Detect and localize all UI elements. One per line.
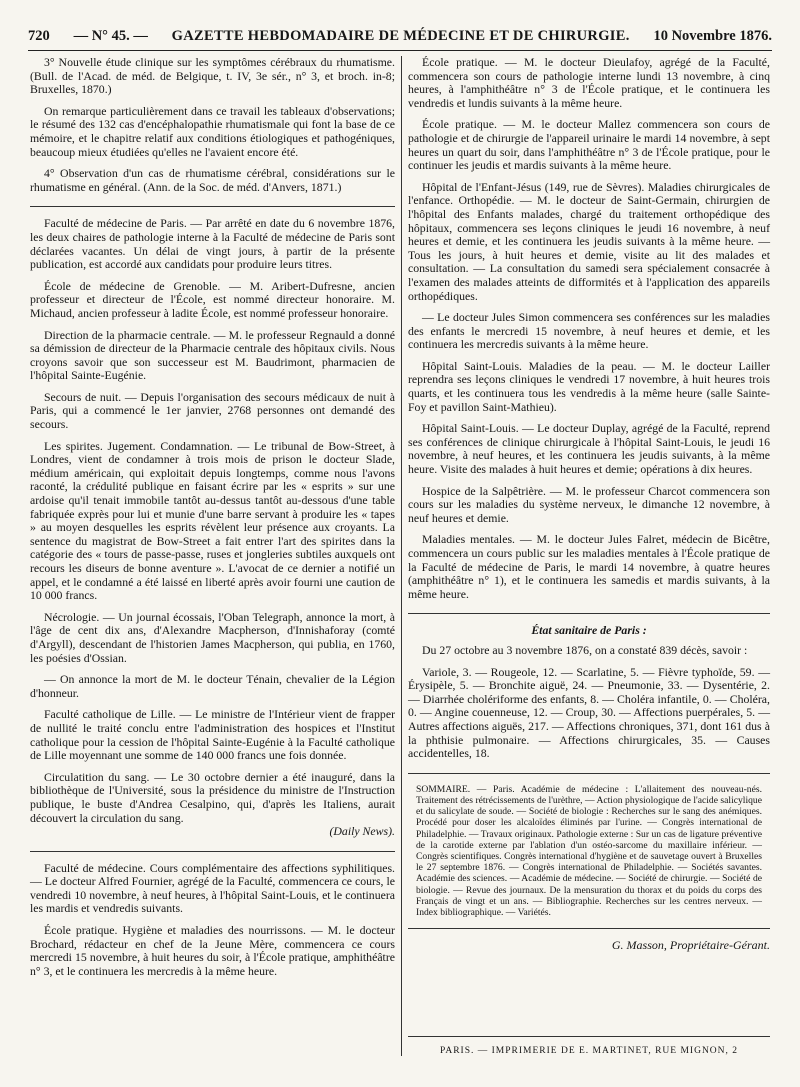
sommaire: SOMMAIRE. — Paris. Académie de médecine : L'allaitement des nouveau-nés. Traitement des rétrécissements de l'urèthre, — Action physiologique de l'acide salicylique et du salicylate de soude. — Société de biologie : Recherches sur le sang des anémiques. Procédé pour doser les alcaloïdes éliminés par l'urine. — Congrès international de Philadelphie. — Travaux originaux. Pathologie externe : Sur un cas de ligature préventive de la carotide externe par l'ablation d'un ostéo-sarcome du maxillaire inférieur. — Congrès scientifiques. Congrès international d'hygiène et de sauvetage ouvert à Bruxelles le 27 septembre 1876. — Congrès international de Philadelphie. — Sociétés savantes. Académie des sciences. — Académie de médecine. — Société de chirurgie. — Société de biologie. — Revue des journaux. De la mensuration du thorax et du poids du corps des Français de vingt et un ans. — Bibliographie. Recherches sur les centres nerveux. — Index bibliographique. — Variétés. (416, 783, 762, 918)
section-rule (408, 773, 770, 774)
issue-number: — N° 45. — (73, 28, 148, 44)
left-column (30, 56, 395, 986)
issue-date: 10 Novembre 1876. (653, 28, 772, 44)
paragraph: — On annonce la mort de M. le docteur Ténain, chevalier de la Légion d'honneur. (30, 672, 395, 700)
page-number: 720 (28, 28, 50, 44)
paragraph: Du 27 octobre au 3 novembre 1876, on a constaté 839 décès, savoir : (422, 642, 748, 657)
paragraph: École pratique. Hygiène et maladies des nourrissons. — M. le docteur Brochard, rédacteur en chef de la Jeune Mère, commencera ce cours mercredi 15 novembre, à huit heures du soir, à l'École pratique, amphithéâtre n° 3, et le continuera les mercredis à la même heure. (30, 923, 395, 978)
header-rule (28, 50, 772, 51)
source-attribution: (Daily News). (329, 824, 395, 839)
paragraph: — Le docteur Jules Simon commencera ses conférences sur les maladies des enfants le mercredi 15 novembre, à neuf heures et demie, et les continuera les mercredis suivants à la même heure. (408, 310, 770, 352)
paragraph: Direction de la pharmacie centrale. — M. le professeur Regnauld a donné sa démission de directeur de la Pharmacie centrale des hôpitaux civils. Nous croyons savoir que son successeur est M. Baudrimont, pharmacien de l'hôpital Sainte-Eugénie. (30, 327, 395, 383)
paragraph: Secours de nuit. — Depuis l'organisation des secours médicaux de nuit à Paris, qui a commencé le 1er janvier, 2768 personnes ont demandé des secours. (30, 389, 395, 432)
signature-rule (408, 928, 770, 929)
paragraph: 4° Observation d'un cas de rhumatisme cérébral, considérations sur le rhumatisme en général. (Ann. de la Soc. de méd. d'Anvers, 1871.) (30, 166, 395, 194)
journal-title: GAZETTE HEBDOMADAIRE DE MÉDECINE ET DE CHIRURGIE. (171, 28, 630, 44)
paragraph: École pratique. — M. le docteur Dieulafoy, agrégé de la Faculté, commencera son cours de pathologie interne lundi 13 novembre, à cinq heures, à l'amphithéâtre n° 3 de l'École pratique, et le continuera les vendredis et lundis suivants à la même heure. (408, 55, 770, 110)
signature: G. Masson, Propriétaire-Gérant. (611, 938, 770, 953)
paragraph: École pratique. — M. le docteur Mallez commencera son cours de pathologie et de chirurgie de l'appareil urinaire le mardi 14 novembre, à sept heures un quart du soir, dans l'amphithéâtre n° 3 de l'École pratique, pour le continuer les jeudis et mardis suivants à la même heure. (408, 117, 770, 173)
section-rule (30, 851, 395, 852)
column-divider (401, 56, 402, 1056)
paragraph: Hospice de la Salpêtrière. — M. le professeur Charcot commencera son cours sur les maladies du système nerveux, le dimanche 12 novembre, à neuf heures et demie. (408, 483, 770, 525)
mortality-list: Variole, 3. — Rougeole, 12. — Scarlatine, 5. — Fièvre typhoïde, 59. — Érysipèle, 5. — Bronchite aiguë, 24. — Pneumonie, 33. — Dysentérie, 2. — Diarrhée cholériforme des enfants, 8. — Choléra infantile, 0. — Choléra, 0. — Angine couenneuse, 12. — Croup, 30. — Affections puerpérales, 5. — Autres affections aiguës, 217. — Affections chroniques, 371, dont 161 dus à la phthisie pulmonaire. — Affections chirurgicales, 35. — Causes accidentelles, 18. (408, 664, 770, 761)
paragraph: Hôpital de l'Enfant-Jésus (149, rue de Sèvres). Maladies chirurgicales de l'enfance. Orthopédie. — M. le docteur de Saint-Germain, chirurgien de l'hôpital des Enfants malades, chargé du traitement orthopédique des hôpitaux, commencera ses leçons cliniques le jeudi 16 novembre, à neuf heures et demie, et les continuera les jeudis suivants à la même heure. — Tous les jours, à huit heures et demie, visite au lit des malades et consultation. — La consultation du samedi sera spécialement consacrée à l'examen des malades atteints de difformités et à l'application des appareils orthopédiques. (408, 179, 770, 303)
paragraph: Maladies mentales. — M. le docteur Jules Falret, médecin de Bicêtre, commencera un cours public sur les maladies mentales à l'École pratique de la Faculté de médecine de Paris, le mardi 14 novembre, à quatre heures (amphithéâtre n° 1), et le continuera les samedis et mardis suivants, à la même heure. (408, 532, 770, 601)
printer-imprint: PARIS. — IMPRIMERIE DE E. MARTINET, RUE MIGNON, 2 (439, 1046, 739, 1056)
footer-rule (408, 1036, 770, 1037)
paragraph: École de médecine de Grenoble. — M. Aribert-Dufresne, ancien professeur et directeur de l'École, est nommé directeur honoraire. M. Michaud, ancien professeur à ladite École, est nommé professeur honoraire. (30, 278, 395, 320)
paragraph: Faculté catholique de Lille. — Le ministre de l'Intérieur vient de frapper de nullité le traité conclu entre l'administration des hospices et l'Institut catholique pour la cession de l'hôpital Sainte-Eugénie à la Faculté catholique de Lille moyennant une somme de 140 000 francs une fois donnée. (30, 707, 395, 763)
paragraph: Faculté de médecine de Paris. — Par arrêté en date du 6 novembre 1876, les deux chaires de pathologie interne à la Faculté de médecine de Paris sont déclarées vacantes. Un délai de vingt jours, à partir de la présente publication, est accordé aux candidats pour produire leurs titres. (30, 216, 395, 272)
paragraph: Hôpital Saint-Louis. — Le docteur Duplay, agrégé de la Faculté, reprend ses conférences de clinique chirurgicale à l'hôpital Saint-Louis, le jeudi 16 novembre, à neuf heures, et les continuera les jeudis suivants, à la même heure. Visite des malades à huit heures et demie; opérations à dix heures. (408, 421, 770, 477)
section-heading: État sanitaire de Paris : (531, 623, 647, 638)
paragraph: Les spirites. Jugement. Condamnation. — Le tribunal de Bow-Street, à Londres, vient de condamner à trois mois de prison le docteur Slade, médium américain, qui exploitait depuis longtemps, comme nous l'avons raconté, la crédulité publique en faisant écrire par les « esprits » sur une ardoise qu'il tenait immobile tantôt au-dessus tantôt au-dessous d'une table fabriquée exprès pour lui et munie d'une barre servant à produire les « tapes » au moyen desquelles les esprits révèlent leur présence aux croyants. La sentence du magistrat de Bow-Street a fait entrer l'art des spirites dans la catégorie des « tours de passe-passe, ruses et jongleries subtiles auxquels ont recours les diseurs de bonne aventure ». L'avocat de ce dernier a notifié un appel, et le condamné a été laissé en liberté après avoir fourni une caution de 10 000 francs. (30, 438, 395, 603)
paragraph: Faculté de médecine. Cours complémentaire des affections syphilitiques. — Le docteur Alfred Fournier, agrégé de la Faculté, commencera ce cours, le vendredi 10 novembre, à neuf heures, à l'hôpital Saint-Louis, et le continuera les mardis et vendredis suivants. (30, 860, 395, 916)
section-rule (408, 613, 770, 614)
paragraph: Hôpital Saint-Louis. Maladies de la peau. — M. le docteur Lailler reprendra ses leçons cliniques le vendredi 17 novembre, à huit heures trois quarts, et les continuera tous les vendredis à la même heure (salle Sainte-Foy et pavillon Saint-Mathieu). (408, 358, 770, 414)
section-rule (30, 206, 395, 207)
paragraph: 3° Nouvelle étude clinique sur les symptômes cérébraux du rhumatisme. (Bull. de l'Acad. de méd. de Belgique, t. IV, 3e sér., n° 3, et broch. in-8; Bruxelles, 1870.) (30, 55, 395, 97)
paragraph: Circulatition du sang. — Le 30 octobre dernier a été inauguré, dans la bibliothèque de l'Université, sous la présidence du ministre de l'Instruction publique, le buste d'Andrea Cesalpino, qui, d'après les Italiens, aurait découvert la circulation du sang. (30, 769, 395, 825)
paragraph: Nécrologie. — Un journal écossais, l'Oban Telegraph, annonce la mort, à l'âge de cent dix ans, d'Alexandre Macpherson, d'Innishaforay (comté d'Argyll), descendant de l'historien James Macpherson, qui publia, en 1760, les poésies d'Ossian. (30, 609, 395, 665)
page-header (28, 28, 772, 50)
right-column (408, 56, 770, 953)
paragraph: On remarque particulièrement dans ce travail les tableaux d'observations; le résumé des 132 cas d'encéphalopathie rhumatismale qui font la base de ce mémoire, et le chapitre relatif aux conditions étiologiques et pathogéniques, beaucoup mieux étudiées qu'elles ne l'avaient encore été. (30, 103, 395, 159)
